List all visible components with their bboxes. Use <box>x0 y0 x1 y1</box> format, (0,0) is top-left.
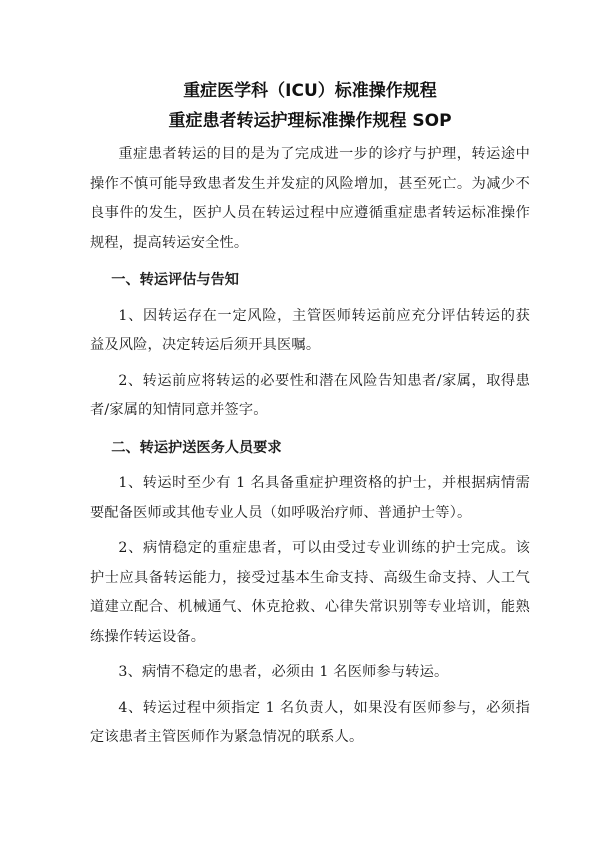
section-2 <box>90 434 530 753</box>
document-title: 重症医学科（ICU）标准操作规程 <box>183 81 437 101</box>
section-item: 3、病情不稳定的患者，必须由 1 名医师参与转运。 <box>118 664 449 680</box>
document-page <box>90 76 530 759</box>
section-1 <box>90 266 530 426</box>
section-item: 4、转运过程中须指定 1 名负责人，如果没有医师参与，必须指定该患者主管医师作为紧急情况的联系人。 <box>90 699 530 745</box>
section-heading: 二、转运护送医务人员要求 <box>111 439 282 456</box>
section-item: 2、病情稳定的重症患者，可以由受过专业训练的护士完成。该护士应具备转运能力，接受过基本生命支持、高级生命支持、人工气道建立配合、机械通气、休克抢救、心律失常识别等专业培训，能熟练操作转运设备。 <box>90 540 530 645</box>
section-item: 1、因转运存在一定风险，主管医师转运前应充分评估转运的获益及风险，决定转运后须开具医嘱。 <box>90 307 530 353</box>
intro-paragraph: 重症患者转运的目的是为了完成进一步的诊疗与护理，转运途中操作不慎可能导致患者发生并发症的风险增加，甚至死亡。为减少不良事件的发生，医护人员在转运过程中应遵循重症患者转运标准操作规程，提高转运安全性。 <box>90 146 530 251</box>
document-subtitle: 重症患者转运护理标准操作规程 SOP <box>168 111 452 131</box>
section-item: 2、转运前应将转运的必要性和潜在风险告知患者/家属，取得患者/家属的知情同意并签字。 <box>90 372 530 418</box>
section-item: 1、转运时至少有 1 名具备重症护理资格的护士，并根据病情需要配备医师或其他专业人员（如呼吸治疗师、普通护士等）。 <box>90 475 530 521</box>
section-heading: 一、转运评估与告知 <box>111 272 239 288</box>
